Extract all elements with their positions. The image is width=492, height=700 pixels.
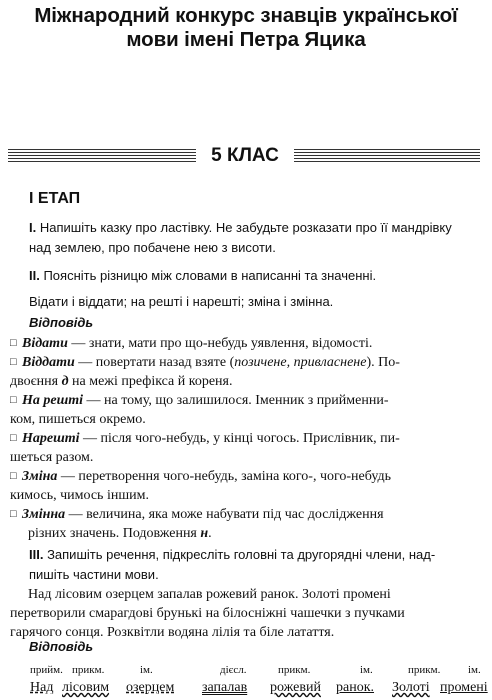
sentence-word: озерцем <box>126 680 175 695</box>
parsed-sentence <box>30 680 490 700</box>
answer-text: — перетворення чого-небудь, заміна кого-, чого-небудь <box>57 469 391 484</box>
task-3 <box>29 545 481 585</box>
stage-heading: І ЕТАП <box>29 190 81 207</box>
pos-tag: прикм. <box>408 664 441 676</box>
text-line-3: гарячого сонця. Розквітли водяна лілія та біле латаття. <box>10 625 335 640</box>
answer-text: — величина, яка може набувати під час дослідження <box>65 507 384 522</box>
answer-text: — після чого-небудь, у кінці чогось. Прислівник, пи- <box>79 431 400 446</box>
checkbox-icon: □ <box>10 432 17 444</box>
answer-label: Відповідь <box>29 315 94 330</box>
answer-term: Змінна <box>22 507 66 522</box>
sentence-word: запалав <box>202 680 248 695</box>
task-3-number: ІІІ. <box>29 547 44 562</box>
sentence-word: Золоті <box>392 680 430 695</box>
text-line-1: Над лісовим озерцем запалав рожевий ранок. Золоті промені <box>28 587 391 602</box>
answer-item-6 <box>10 505 480 543</box>
answer-term: На решті <box>22 393 84 408</box>
pos-tag: прикм. <box>72 664 105 676</box>
pos-tag: ім. <box>140 664 153 676</box>
answer-text: ком, пишеться окремо. <box>10 412 146 427</box>
grade-banner <box>0 144 492 168</box>
task-3-text-line-2: пишіть частини мови. <box>29 567 159 582</box>
task-2-text-line-2: Відати і віддати; на решті і нарешті; зміна і змінна. <box>29 294 334 309</box>
task-1-text-line-1: Напишіть казку про ластівку. Не забудьте розказати про її мандрівку <box>36 220 452 235</box>
checkbox-icon: □ <box>10 470 17 482</box>
page-title <box>0 4 492 52</box>
hatch-decoration-right <box>294 149 480 162</box>
answer-letter: н <box>200 526 209 541</box>
answer-letter: д <box>61 374 69 389</box>
answer-example: позичене, привласнене <box>234 355 367 370</box>
task-1-text-line-2: над землею, про побачене нею з висоти. <box>29 240 276 255</box>
task-1 <box>29 218 481 258</box>
answer-text: двоєння <box>10 374 62 389</box>
task-2-text-line-1: Поясніть різницю між словами в написанні та значенні. <box>39 268 377 283</box>
answer-text: — повертати назад взяте ( <box>74 355 235 370</box>
sentence-word: промені <box>440 680 488 695</box>
pos-tag: прикм. <box>278 664 311 676</box>
title-line-2: мови імені Петра Яцика <box>126 28 366 51</box>
answer-item-5 <box>10 467 480 505</box>
answer-item-2 <box>10 353 480 391</box>
answer-text: — знати, мати про що-небудь уявлення, відомості. <box>67 336 373 351</box>
sentence-word: ранок. <box>336 680 375 695</box>
sentence-word: рожевий <box>270 680 321 695</box>
answer-item-4 <box>10 429 480 467</box>
task-2-number: ІІ. <box>29 268 40 283</box>
checkbox-icon: □ <box>10 508 17 520</box>
pos-tag: ім. <box>360 664 373 676</box>
answer-term: Зміна <box>22 469 58 484</box>
task-3-text-line-1: Запишіть речення, підкресліть головні та другорядні члени, над- <box>43 547 436 562</box>
task-2 <box>29 266 481 312</box>
sentence-word: Над <box>30 680 54 695</box>
checkbox-icon: □ <box>10 337 17 349</box>
answer-item-1 <box>10 334 480 353</box>
answer-text: ). По- <box>366 355 400 370</box>
answer-text: на межі префікса й кореня. <box>68 374 233 389</box>
answer-text: різних значень. Подовження <box>28 526 201 541</box>
answer-term: Відати <box>22 336 68 351</box>
pos-tag: ім. <box>468 664 481 676</box>
checkbox-icon: □ <box>10 356 17 368</box>
answer-text: шеться разом. <box>10 450 94 465</box>
answer-term: Нарешті <box>22 431 80 446</box>
part-of-speech-tags <box>30 664 490 678</box>
task-3-sentence-text <box>10 585 480 642</box>
answer-term: Віддати <box>22 355 75 370</box>
sentence-word: лісовим <box>62 680 110 695</box>
answer-text: — на тому, що залишилося. Іменник з прийменни- <box>83 393 389 408</box>
answer-text: . <box>208 526 212 541</box>
pos-tag: прийм. <box>30 664 63 676</box>
task-1-number: І. <box>29 220 37 235</box>
checkbox-icon: □ <box>10 394 17 406</box>
answer-text: кимось, чимось іншим. <box>10 488 149 503</box>
answer-label-2: Відповідь <box>29 639 94 654</box>
title-line-1: Міжнародний конкурс знавців української <box>34 4 458 27</box>
hatch-decoration-left <box>8 149 196 162</box>
pos-tag: дієсл. <box>220 664 247 676</box>
answer-item-3 <box>10 391 480 429</box>
grade-heading: 5 КЛАС <box>211 145 279 166</box>
text-line-2: перетворили смарагдові брунькі на білосніжні чашечки з пучками <box>10 606 405 621</box>
